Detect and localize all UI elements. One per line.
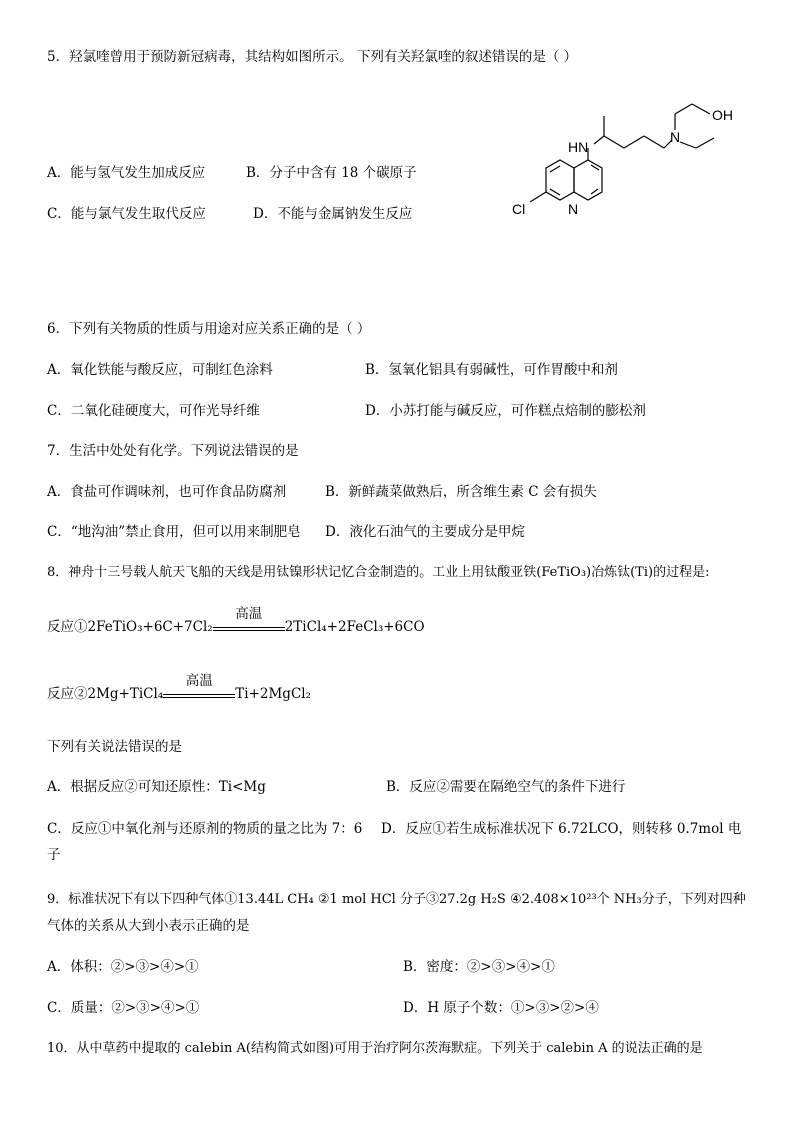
- cl-label: Cl: [512, 201, 526, 217]
- q10-stem: 10．从中草药中提取的 calebin A(结构简式如图)可用于治疗阿尔茨海默症。下列关于 calebin A 的说法正确的是: [47, 1041, 703, 1056]
- q5-option-a: A．能与氢气发生加成反应: [47, 165, 206, 181]
- reaction-2-condition: [163, 673, 235, 703]
- reaction-1-products: 2TiCl₄+2FeCl₃+6CO: [284, 619, 425, 635]
- q8-option-c: C．反应①中氧化剂与还原剂的物质的量之比为 7：6: [47, 821, 363, 837]
- q7-stem: 7．生活中处处有化学。下列说法错误的是: [47, 443, 299, 459]
- q6-stem: 6．下列有关物质的性质与用途对应关系正确的是（ ）: [47, 321, 371, 337]
- reaction-2-products: Ti+2MgCl₂: [235, 686, 311, 702]
- q8-sub-stem: 下列有关说法错误的是: [47, 739, 182, 755]
- q7-option-c: C．“地沟油”禁止食用，但可以用来制肥皂: [47, 524, 301, 540]
- oh-label: OH: [712, 107, 733, 123]
- q6-option-a: A．氧化铁能与酸反应，可制红色涂料: [47, 362, 273, 378]
- q5-option-c: C．能与氯气发生取代反应: [47, 206, 206, 222]
- ring-n-label: N: [568, 201, 579, 217]
- q5-stem: 5．羟氯喹曾用于预防新冠病毒，其结构如图所示。 下列有关羟氯喹的叙述错误的是（ ）: [47, 49, 578, 65]
- reaction-1: [47, 606, 425, 636]
- q6-option-d: D．小苏打能与碱反应，可作糕点焙制的膨松剂: [365, 403, 646, 419]
- reaction-1-reactants: 反应①2FeTiO₃+6C+7Cl₂: [47, 619, 213, 635]
- q6-option-b: B．氢氧化铝具有弱碱性，可作胃酸中和剂: [365, 362, 618, 378]
- q6-option-c: C．二氧化硅硬度大，可作光导纤维: [47, 403, 260, 419]
- q8-option-a: A．根据反应②可知还原性：Ti<Mg: [47, 779, 266, 795]
- q9-stem-continued: 气体的关系从大到小表示正确的是: [47, 918, 250, 934]
- q9-option-a: A．体积：②>③>④>①: [47, 959, 199, 975]
- q5-option-b: B．分子中含有 18 个碳原子: [246, 165, 417, 181]
- q7-option-a: A．食盐可作调味剂，也可作食品防腐剂: [47, 484, 287, 500]
- hydroxychloroquine-structure: [470, 92, 760, 232]
- q8-stem: 8．神舟十三号载人航天飞船的天线是用钛镍形状记忆合金制造的。工业上用钛酸亚铁(FeTiO₃)冶炼钛(Ti)的过程是:: [47, 565, 710, 580]
- q8-option-b: B．反应②需要在隔绝空气的条件下进行: [386, 779, 626, 795]
- amine-n-label: N: [670, 129, 681, 145]
- q9-option-c: C．质量：②>③>④>①: [47, 1000, 200, 1016]
- reaction-1-condition: [213, 606, 285, 636]
- q7-option-b: B．新鲜蔬菜做熟后，所含维生素 C 会有损失: [325, 484, 597, 500]
- reaction-2-condition-label: 高温: [185, 673, 213, 689]
- q9-option-d: D．H 原子个数：①>③>②>④: [403, 1000, 599, 1016]
- reaction-2: [47, 673, 311, 703]
- q9-option-b: B．密度：②>③>④>①: [403, 959, 555, 975]
- hn-label: HN: [568, 139, 589, 155]
- q8-option-d-continued: 子: [47, 847, 61, 863]
- q8-option-d: D．反应①若生成标准状况下 6.72LCO，则转移 0.7mol 电: [381, 821, 742, 837]
- q7-option-d: D．液化石油气的主要成分是甲烷: [325, 524, 525, 540]
- reaction-2-reactants: 反应②2Mg+TiCl₄: [47, 686, 164, 702]
- reaction-1-condition-label: 高温: [235, 606, 263, 622]
- q9-stem: 9．标准状况下有以下四种气体①13.44L CH₄ ②1 mol HCl 分子③27.2g H₂S ④2.408×10²³个 NH₃分子，下列对四种: [47, 892, 746, 907]
- q5-option-d: D．不能与金属钠发生反应: [253, 206, 413, 222]
